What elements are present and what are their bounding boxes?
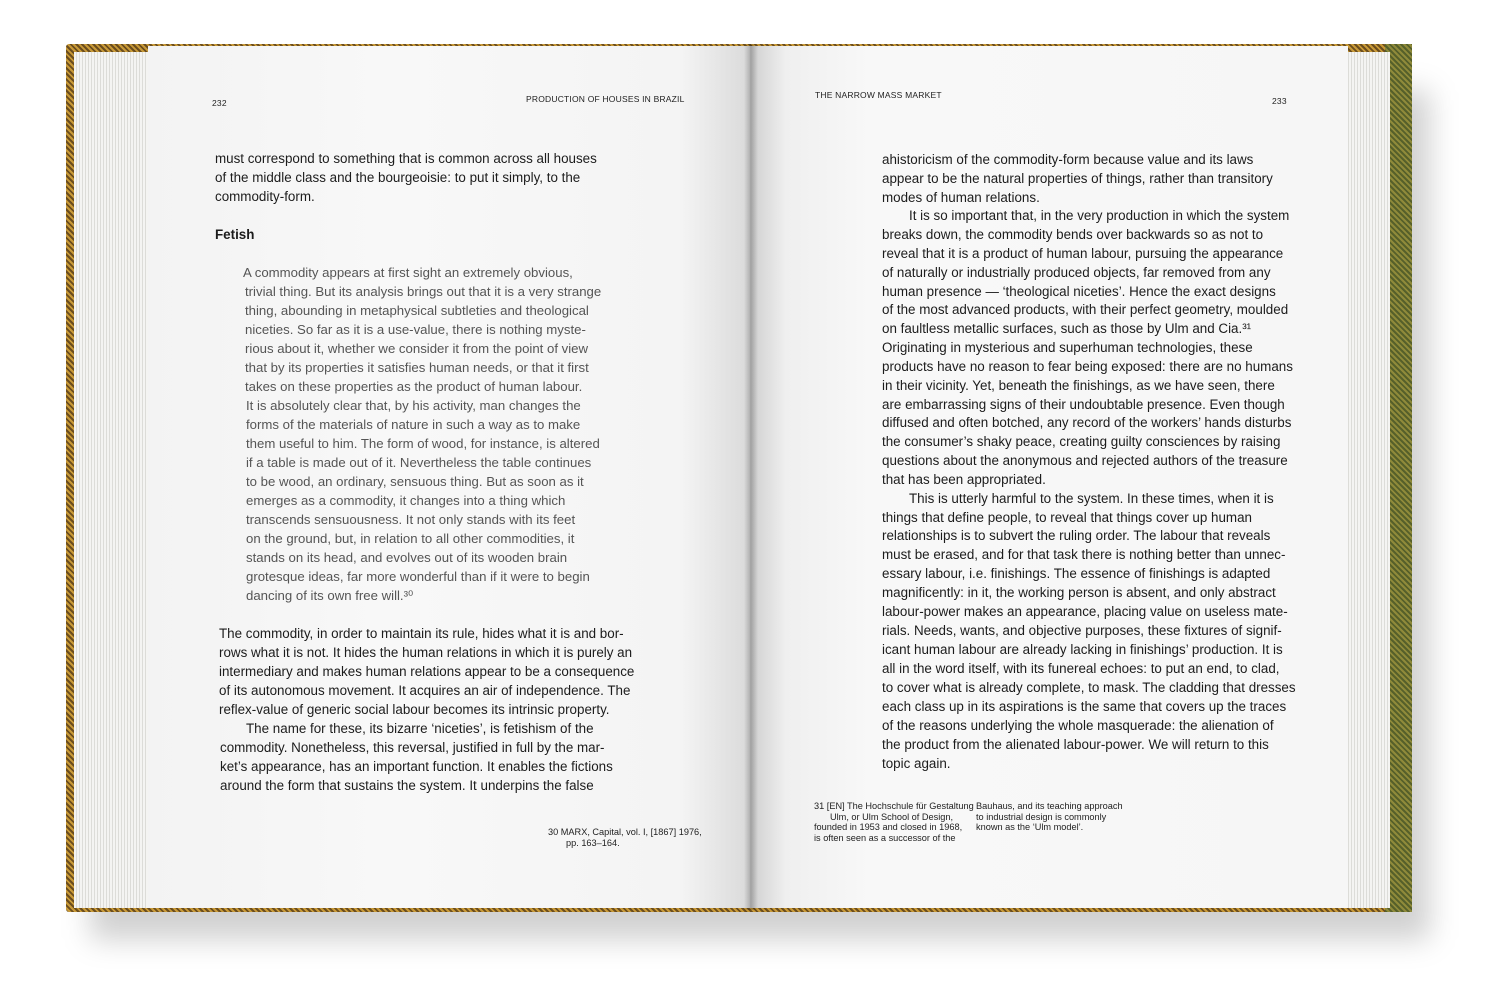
text-line: commodity-form. xyxy=(215,189,315,204)
text-line: rials. Needs, wants, and objective purposes, these fixtures of signif- xyxy=(882,623,1282,638)
text-line: relationships is to subvert the ruling order. The labour that reveals xyxy=(882,528,1271,543)
text-line: commodity. Nonetheless, this reversal, justified in full by the mar- xyxy=(220,740,605,755)
text-line: Originating in mysterious and superhuman technologies, these xyxy=(882,340,1253,355)
footnote-line: is often seen as a successor of the xyxy=(814,832,956,843)
text-line: rows what it is not. It hides the human relations in which it is purely an xyxy=(219,645,633,660)
text-line: of its autonomous movement. It acquires an air of independence. The xyxy=(219,683,631,698)
footnote-line: 30 MARX, Capital, vol. I, [1867] 1976, xyxy=(548,827,702,837)
text-line: reveal that it is a product of human labour, pursuing the appearance xyxy=(882,246,1284,261)
quote-line: that by its properties it satisfies human needs, or that it first xyxy=(245,360,589,375)
quote-line: dancing of its own free will.³⁰ xyxy=(246,588,414,603)
quote-line: rious about it, whether we consider it from the point of view xyxy=(245,341,589,356)
footnote-line: Bauhaus, and its teaching approach xyxy=(976,801,1123,811)
text-line: to cover what is already complete, to mask. The cladding that dresses xyxy=(882,680,1296,695)
left-running-head: PRODUCTION OF HOUSES IN BRAZIL xyxy=(526,94,685,104)
text-line: things that define people, to reveal that things cover up human xyxy=(882,510,1252,525)
text-line: products have no reason to fear being exposed: there are no humans xyxy=(882,359,1293,374)
left-page-number: 232 xyxy=(212,98,227,108)
text-line: around the form that sustains the system. It underpins the false xyxy=(220,778,594,793)
right-running-head: THE NARROW MASS MARKET xyxy=(815,90,942,100)
text-line: questions about the anonymous and rejected authors of the treasure xyxy=(882,453,1288,468)
text-line: icant human labour are already lacking in finishings’ production. It is xyxy=(882,642,1283,657)
quote-line: grotesque ideas, far more wonderful than if it were to begin xyxy=(246,569,590,584)
text-line: of naturally or industrially produced objects, far removed from any xyxy=(882,265,1271,280)
quote-line: A commodity appears at first sight an extremely obvious, xyxy=(243,265,573,280)
text-line: of the middle class and the bourgeoisie: to put it simply, to the xyxy=(215,170,581,185)
text-line: topic again. xyxy=(882,756,951,771)
quote-line: if a table is made out of it. Nevertheless the table continues xyxy=(246,455,592,470)
text-line: This is utterly harmful to the system. In these times, when it is xyxy=(909,491,1274,506)
section-heading: Fetish xyxy=(215,227,255,242)
quote-line: thing, abounding in metaphysical subtleties and theological xyxy=(245,303,589,318)
text-line: essary labour, i.e. finishings. The essence of finishings is adapted xyxy=(882,566,1271,581)
text-line: on faultless metallic surfaces, such as those by Ulm and Cia.³¹ xyxy=(882,321,1252,336)
footnote-line: 31 [EN] The Hochschule für Gestaltung xyxy=(814,801,974,811)
quote-line: trivial thing. But its analysis brings out that it is a very strange xyxy=(245,284,602,299)
quote-line: transcends sensuousness. It not only stands with its feet xyxy=(246,512,576,527)
text-line: intermediary and makes human relations appear to be a consequence xyxy=(219,664,635,679)
text-line: reflex-value of generic social labour becomes its intrinsic property. xyxy=(219,702,610,717)
text-line: all in the word itself, with its funereal echoes: to put an end, to clad, xyxy=(882,661,1280,676)
footnote-line: Ulm, or Ulm School of Design, xyxy=(830,811,954,822)
text-line: the product from the alienated labour-power. We will return to this xyxy=(882,737,1269,752)
right-page-number: 233 xyxy=(1272,96,1287,106)
text-line: each class up in its aspirations is the same that covers up the traces xyxy=(882,699,1287,714)
text-line: labour-power makes an appearance, placing value on useless mate- xyxy=(882,604,1288,619)
quote-line: It is absolutely clear that, by his activity, man changes the xyxy=(246,398,581,413)
text-line: that has been appropriated. xyxy=(882,472,1046,487)
quote-line: forms of the materials of nature in such a way as to make xyxy=(246,417,581,432)
text-line: magnificently: in it, the working person is absent, and only abstract xyxy=(882,585,1276,600)
footnote-line: founded in 1953 and closed in 1968, xyxy=(814,822,963,833)
footnote-column-2 xyxy=(976,801,1123,833)
text-line: diffused and often botched, any record of the workers’ hands disturbs xyxy=(882,415,1292,430)
text-line: the consumer’s shaky peace, creating guilty consciences by raising xyxy=(882,434,1281,449)
text-line: It is so important that, in the very production in which the system xyxy=(909,208,1290,223)
quote-line: them useful to him. The form of wood, for instance, is altered xyxy=(246,436,600,451)
quote-line: stands on its head, and evolves out of its wooden brain xyxy=(246,550,568,565)
footnote-line: to industrial design is commonly xyxy=(976,811,1107,822)
text-line: must be erased, and for that task there is nothing better than unnec- xyxy=(882,547,1286,562)
text-line: ahistoricism of the commodity-form because value and its laws xyxy=(882,152,1254,167)
text-line: ket’s appearance, has an important function. It enables the fictions xyxy=(220,759,613,774)
footnote-column-1 xyxy=(814,801,974,843)
text-line: are embarrassing signs of their undoubtable presence. Even though xyxy=(882,397,1285,412)
book-gutter xyxy=(744,44,758,910)
text-line: The commodity, in order to maintain its rule, hides what it is and bor- xyxy=(219,626,624,641)
text-line: appear to be the natural properties of things, rather than transitory xyxy=(882,171,1273,186)
page-block-left-edge xyxy=(74,52,158,908)
text-line: of the reasons underlying the whole masquerade: the alienation of xyxy=(882,718,1274,733)
footnote-line: known as the ‘Ulm model’. xyxy=(976,822,1084,833)
text-line: breaks down, the commodity bends over backwards so as not to xyxy=(882,227,1264,242)
text-line: in their vicinity. Yet, beneath the finishings, as we have seen, there xyxy=(882,378,1275,393)
quote-line: to be wood, an ordinary, sensuous thing. But as soon as it xyxy=(246,474,584,489)
text-line: of the most advanced products, with their perfect geometry, moulded xyxy=(882,302,1289,317)
text-line: human presence — ‘theological niceties’. Hence the exact designs xyxy=(882,284,1276,299)
text-line: modes of human relations. xyxy=(882,190,1040,205)
footnote-line: pp. 163–164. xyxy=(566,838,620,848)
quote-line: takes on these properties as the product of human labour. xyxy=(245,379,583,394)
text-line: The name for these, its bizarre ‘niceties’, is fetishism of the xyxy=(246,721,594,736)
quote-line: on the ground, but, in relation to all other commodities, it xyxy=(246,531,575,546)
text-line: must correspond to something that is common across all houses xyxy=(215,151,597,166)
quote-line: emerges as a commodity, it changes into a thing which xyxy=(246,493,566,508)
quote-line: niceties. So far as it is a use-value, there is nothing myste- xyxy=(245,322,586,337)
